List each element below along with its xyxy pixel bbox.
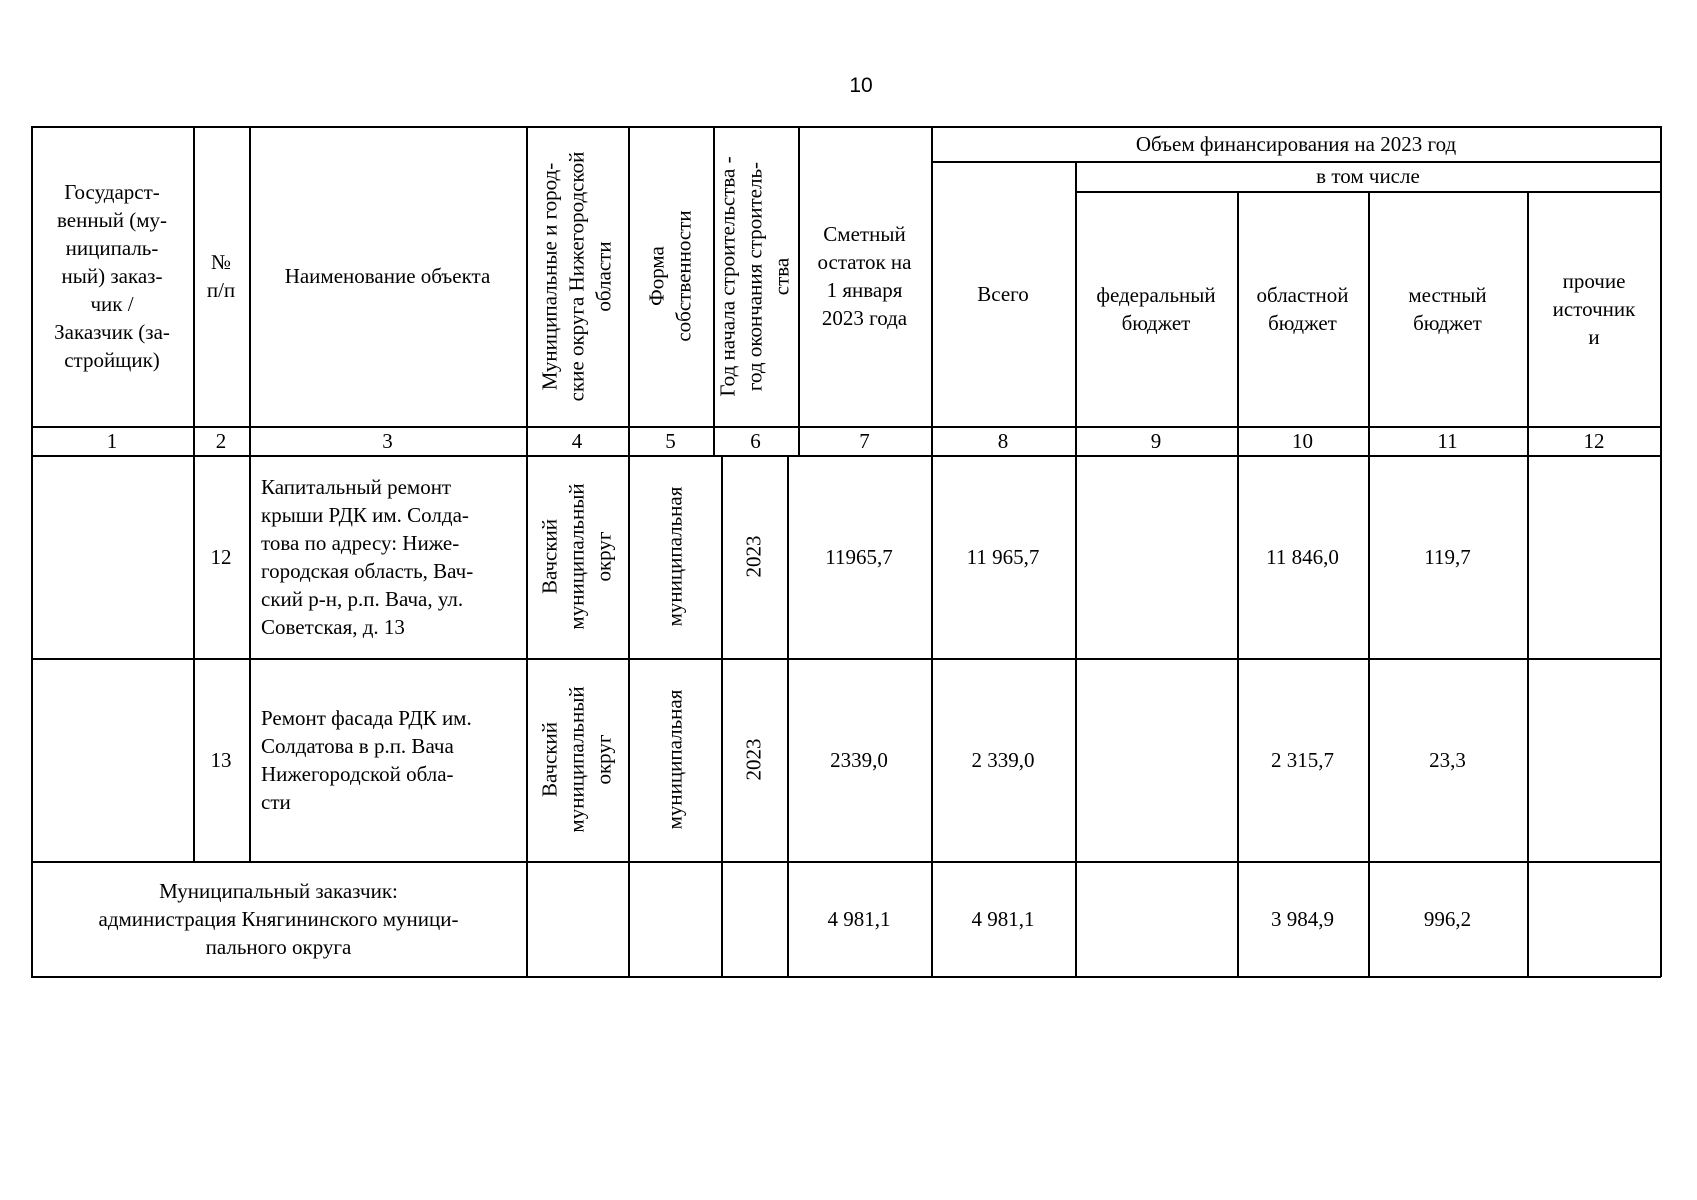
- row-12-years: 2023: [741, 535, 766, 578]
- column-number: 11: [1437, 428, 1458, 453]
- page-number: 10: [849, 74, 873, 97]
- row-13-other: [1527, 658, 1661, 861]
- row-12-municipal-district: Вачский муниципальный округ: [537, 483, 616, 630]
- header-other-sources: прочие источник и: [1552, 268, 1636, 349]
- row-12-total: 11 965,7: [966, 544, 1040, 569]
- header-regional-budget: областной бюджет: [1256, 282, 1349, 335]
- header-customer: Государст- венный (му- ниципаль- ный) заказ- чик / Заказчик (за- стройщик): [54, 180, 170, 372]
- header-construction-years: Год начала строительства - год окончания строитель- ства: [716, 155, 794, 397]
- column-number: 9: [1150, 428, 1162, 453]
- row-13-local: 23,3: [1429, 747, 1466, 772]
- row-13-ownership: муниципальная: [662, 689, 687, 830]
- header-ownership: Форма собственности: [644, 210, 696, 342]
- header-number: № п/п: [206, 250, 236, 302]
- header-object-name: Наименование объекта: [284, 264, 491, 288]
- financing-table: [31, 126, 1661, 976]
- summary-other: [1527, 861, 1661, 976]
- row-13-object-name: Ремонт фасада РДК им. Солдатова в р.п. Вача Нижегородской обла- сти: [261, 705, 472, 814]
- column-number: 2: [215, 428, 227, 453]
- summary-federal: [1075, 861, 1237, 976]
- row-13-federal: [1075, 658, 1237, 861]
- header-estimate-balance: Сметный остаток на 1 января 2023 года: [817, 222, 912, 330]
- summary-total: 4 981,1: [971, 906, 1035, 931]
- column-number: 6: [750, 428, 761, 453]
- column-number: 5: [665, 428, 676, 453]
- row-13-municipal-district: Вачский муниципальный округ: [537, 686, 616, 833]
- header-financing: Объем финансирования на 2023 год: [1135, 131, 1457, 156]
- header-including: в том числе: [1316, 164, 1420, 188]
- column-number: 7: [859, 428, 870, 453]
- summary-estimate: 4 981,1: [827, 906, 891, 931]
- column-number: 4: [571, 428, 583, 453]
- row-13-total: 2 339,0: [971, 747, 1035, 772]
- row-13-years: 2023: [741, 738, 766, 781]
- column-number: 3: [382, 428, 393, 453]
- header-local-budget: местный бюджет: [1408, 282, 1487, 335]
- column-number: 10: [1292, 428, 1313, 453]
- header-federal-budget: федеральный бюджет: [1096, 282, 1216, 335]
- row-13-number: 13: [210, 747, 232, 772]
- row-12-estimate: 11965,7: [825, 544, 893, 569]
- row-12-ownership: муниципальная: [662, 486, 687, 627]
- row-13-estimate: 2339,0: [830, 747, 888, 772]
- table-border-bottom: [31, 976, 1661, 978]
- summary-customer-label: Муниципальный заказчик: администрация Княгининского муници- пального округа: [98, 878, 459, 959]
- column-number: 1: [106, 428, 118, 453]
- row-12-object-name: Капитальный ремонт крыши РДК им. Солда- това по адресу: Ниже- городская область, Вач- ский р-н, р.п. Вача, ул. Советская, д. 13: [261, 474, 474, 639]
- row-13-regional: 2 315,7: [1271, 747, 1334, 772]
- header-municipal-district: Муниципальные и город- ские округа Нижегородской области: [537, 151, 616, 401]
- row-12-other: [1527, 455, 1661, 658]
- summary-local: 996,2: [1423, 906, 1472, 931]
- row-12-regional: 11 846,0: [1266, 544, 1339, 569]
- row-12-number: 12: [210, 544, 232, 569]
- header-total: Всего: [977, 281, 1029, 306]
- row-12-local: 119,7: [1424, 544, 1471, 569]
- column-number: 12: [1583, 428, 1605, 453]
- column-number: 8: [997, 428, 1009, 453]
- row-12-federal: [1075, 455, 1237, 658]
- summary-regional: 3 984,9: [1271, 906, 1334, 931]
